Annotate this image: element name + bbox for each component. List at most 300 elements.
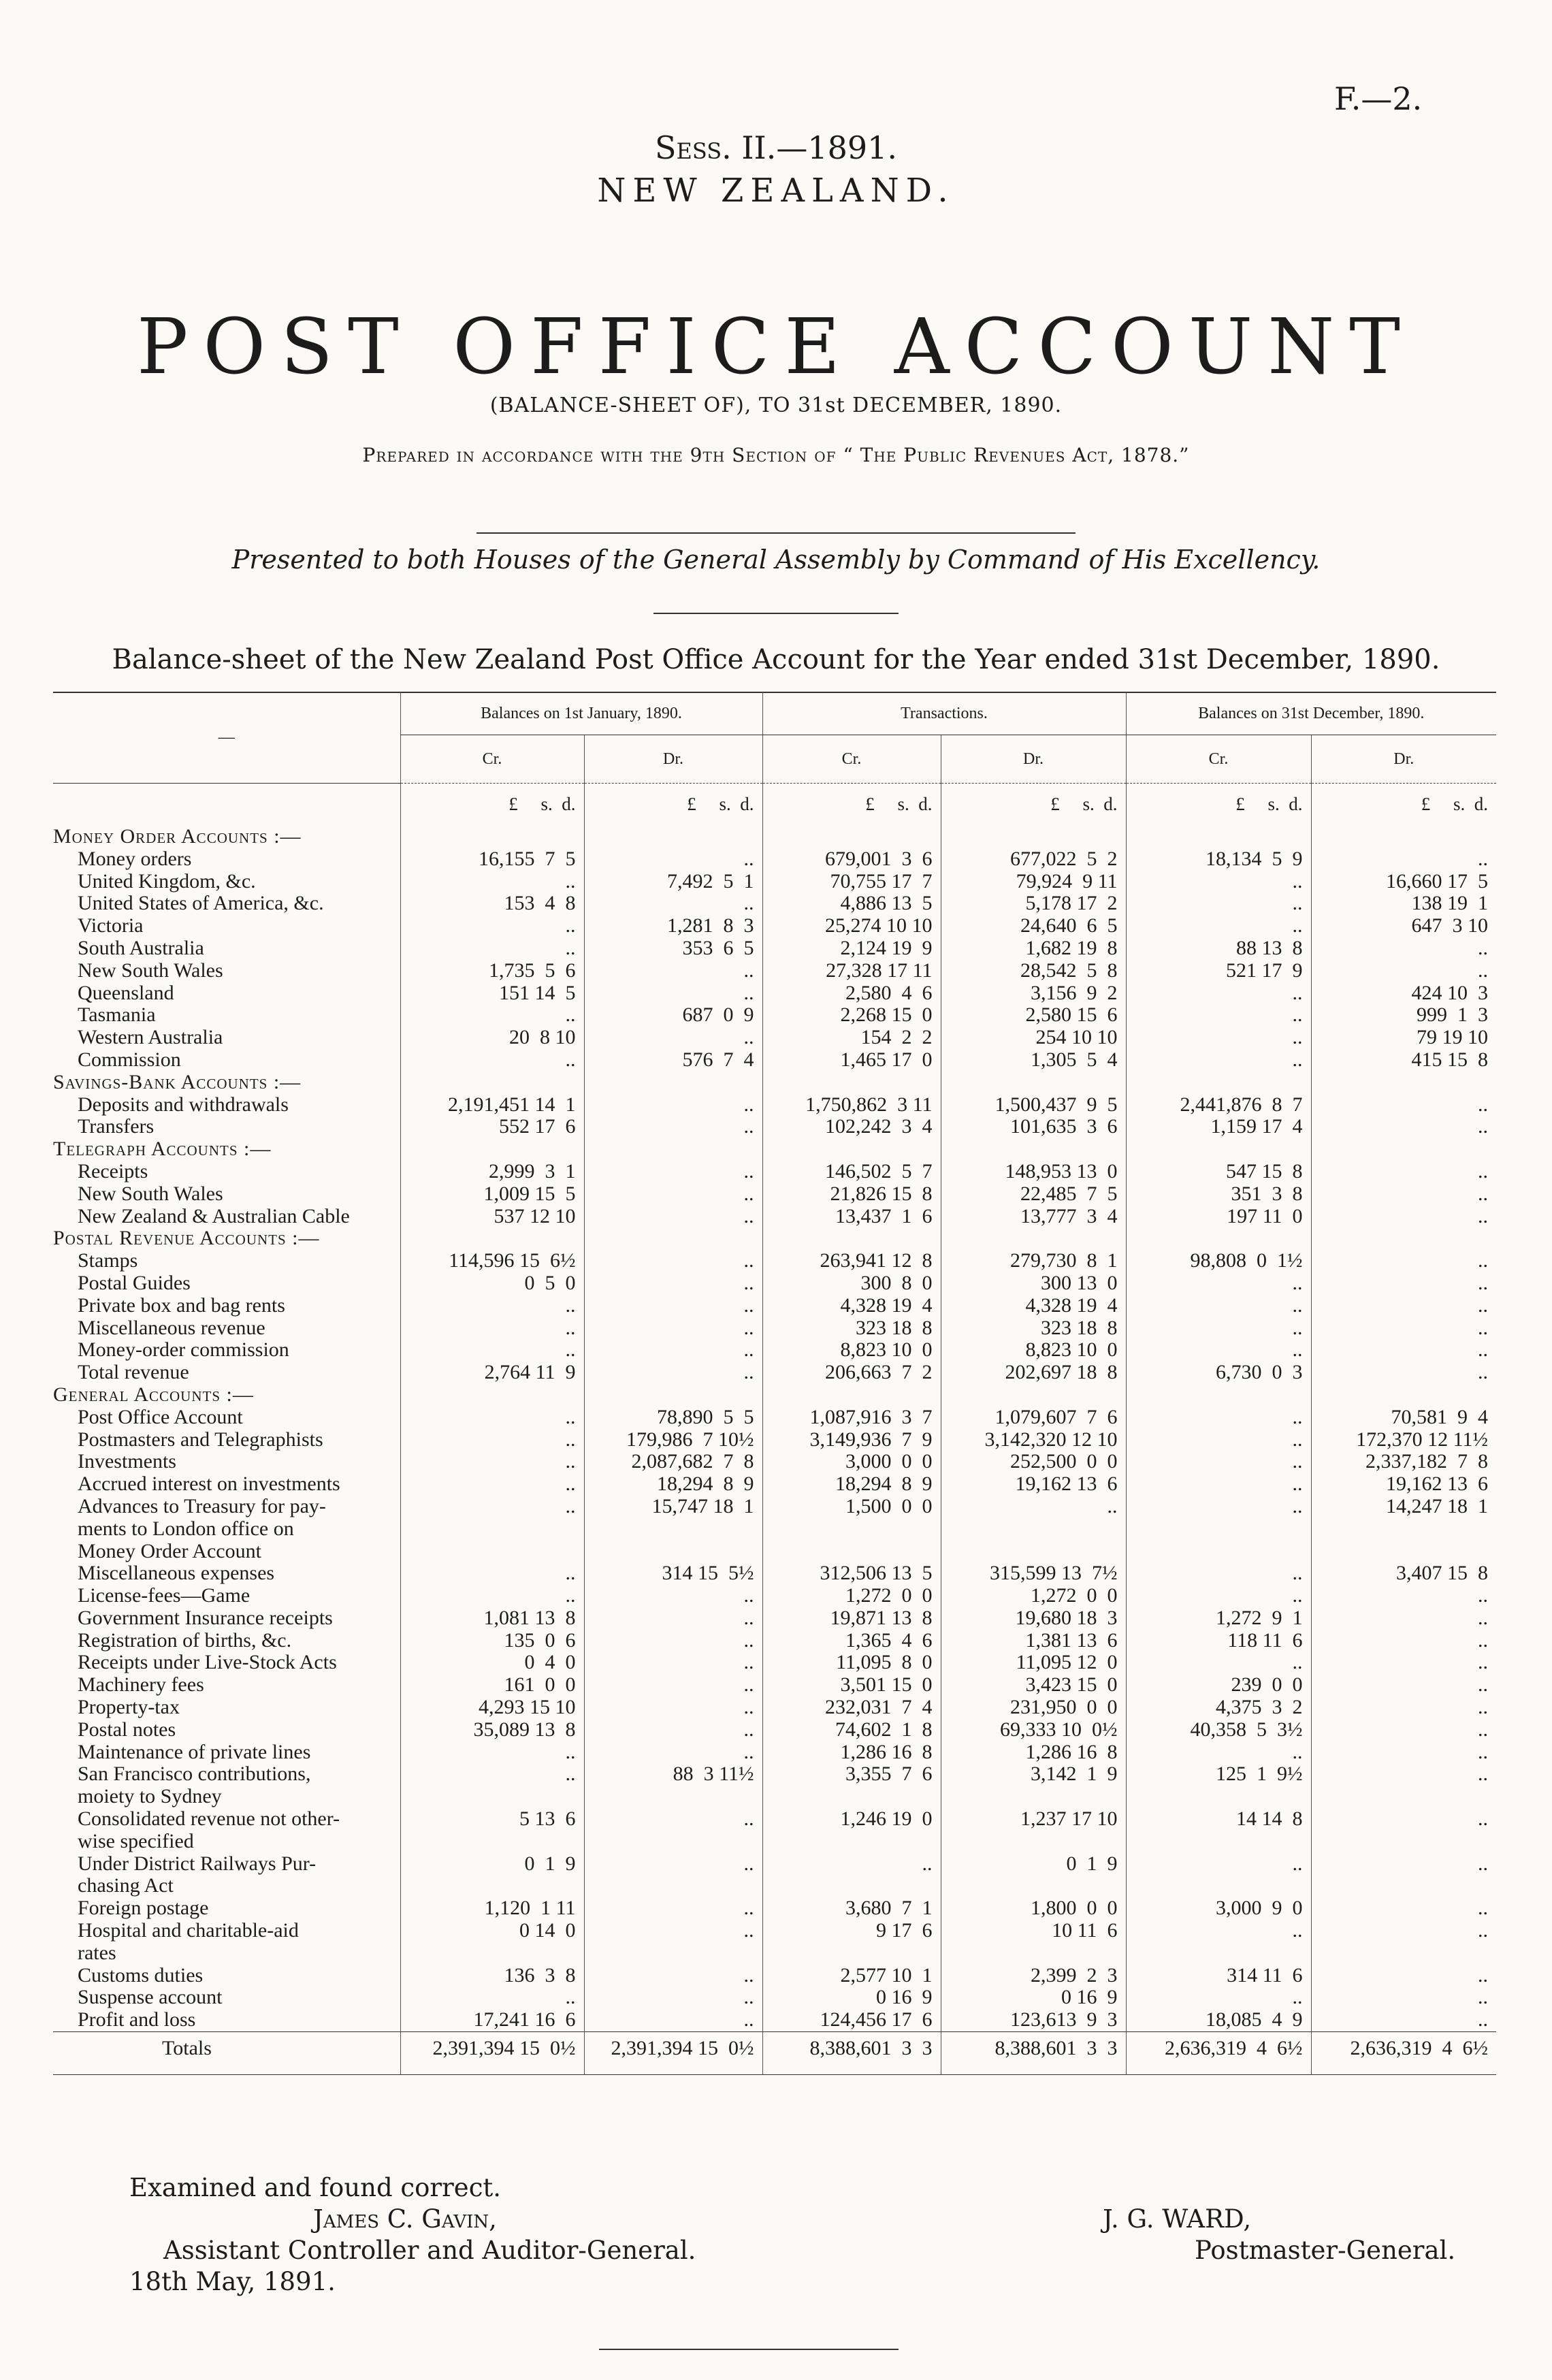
amount-cell: 4,886 13 5 [762,892,941,915]
amount-cell: 6,730 0 3 [1126,1362,1311,1384]
amount-cell: 28,542 5 8 [941,960,1126,982]
amount-cell: 101,635 3 6 [941,1116,1126,1138]
amount-cell: 300 8 0 [762,1272,941,1295]
amount-cell: .. [1126,1496,1311,1518]
amount-cell: .. [1311,1362,1496,1384]
amount-cell: .. [1126,1272,1311,1295]
amount-cell: 14,247 18 1 [1311,1496,1496,1518]
amount-cell [1126,1875,1311,1897]
amount-cell: 2,577 10 1 [762,1965,941,1987]
table-row [53,1965,1496,1987]
amount-cell: .. [1311,1652,1496,1674]
amount-cell [400,1072,584,1094]
amount-cell: .. [584,1116,762,1138]
amount-cell: 5 13 6 [400,1808,584,1831]
account-label: Tasmania [78,1004,156,1027]
amount-cell: 521 17 9 [1126,960,1311,982]
total-amount-cell: 8,388,601 3 3 [941,2032,1126,2075]
table-row [53,1562,1496,1585]
amount-cell: 202,697 18 8 [941,1362,1126,1384]
table-row [53,1652,1496,1674]
postmaster-name: J. G. WARD, [1103,2204,1252,2234]
section-header-row [53,1138,1496,1161]
doc-code: F.—2. [1334,80,1423,117]
table-row [53,960,1496,982]
amount-cell: .. [1311,1183,1496,1206]
account-label: Under District Railways Pur- [78,1852,317,1875]
amount-cell: 647 3 10 [1311,915,1496,937]
total-amount-cell: 2,391,394 15 0½ [400,2032,584,2075]
account-label: San Francisco contributions, [78,1763,311,1786]
amount-cell: .. [584,982,762,1005]
amount-cell: 279,730 8 1 [941,1250,1126,1272]
amount-cell: 1,081 13 8 [400,1607,584,1630]
amount-cell: .. [584,1206,762,1228]
amount-cell [941,1227,1126,1250]
amount-cell: .. [1126,1406,1311,1429]
amount-cell [584,1541,762,1563]
amount-cell: 1,120 1 11 [400,1897,584,1920]
amount-cell [941,1072,1126,1094]
amount-cell: .. [584,892,762,915]
amount-cell: 424 10 3 [1311,982,1496,1005]
amount-cell: 21,826 15 8 [762,1183,941,1206]
table-row [53,1295,1496,1317]
table-row [53,1987,1496,2009]
amount-cell: .. [1311,1763,1496,1786]
table-row [53,937,1496,960]
amount-cell [941,1384,1126,1406]
amount-cell: 153 4 8 [400,892,584,915]
section-label: Money Order Accounts :— [53,826,302,848]
amount-cell: .. [1311,1339,1496,1362]
amount-cell: 5,178 17 2 [941,892,1126,915]
currency-unit: £ s. d. [1126,784,1311,826]
amount-cell: .. [1311,1161,1496,1183]
amount-cell: .. [1311,1674,1496,1696]
amount-cell: 102,242 3 4 [762,1116,941,1138]
amount-cell: .. [1126,982,1311,1005]
table-row [53,1696,1496,1719]
amount-cell: .. [584,1920,762,1942]
amount-cell [400,1942,584,1965]
amount-cell: 231,950 0 0 [941,1696,1126,1719]
amount-cell [584,1138,762,1161]
amount-cell: .. [584,1808,762,1831]
amount-cell: .. [584,1183,762,1206]
table-row [53,1272,1496,1295]
amount-cell: .. [584,2009,762,2031]
amount-cell [1126,1072,1311,1094]
amount-cell: .. [1311,1206,1496,1228]
amount-cell [1311,1831,1496,1853]
table-row [53,1451,1496,1473]
account-label: Miscellaneous expenses [78,1562,275,1585]
account-label: wise specified [78,1830,194,1852]
amount-cell [941,1541,1126,1563]
amount-cell: .. [1311,1897,1496,1920]
transactions-header: Transactions. [762,692,1126,735]
amount-cell: 415 15 8 [1311,1049,1496,1072]
amount-cell: .. [584,1987,762,2009]
amount-cell [1126,1541,1311,1563]
amount-cell [584,1875,762,1897]
table-row [53,1429,1496,1451]
amount-cell: 1,272 0 0 [941,1585,1126,1607]
amount-cell: 70,755 17 7 [762,871,941,893]
amount-cell: .. [1311,1696,1496,1719]
account-label: License-fees—Game [78,1585,250,1607]
amount-cell: 1,682 19 8 [941,937,1126,960]
amount-cell: 1,272 9 1 [1126,1607,1311,1630]
amount-cell: .. [584,1250,762,1272]
amount-cell: .. [584,1339,762,1362]
amount-cell: 79,924 9 11 [941,871,1126,893]
amount-cell: 2,337,182 7 8 [1311,1451,1496,1473]
amount-cell: .. [1311,1808,1496,1831]
amount-cell [941,1786,1126,1808]
account-label: Postal notes [78,1718,176,1741]
amount-cell [400,826,584,848]
amount-cell: .. [584,1161,762,1183]
amount-cell [941,1518,1126,1541]
divider [653,613,899,614]
amount-cell: 19,162 13 6 [941,1473,1126,1496]
amount-cell: 3,423 15 0 [941,1674,1126,1696]
amount-cell [400,1541,584,1563]
table-row [53,1942,1496,1965]
balance-sheet-table [53,692,1496,2075]
amount-cell [1126,1831,1311,1853]
amount-cell: 1,305 5 4 [941,1049,1126,1072]
amount-cell: 1,500 0 0 [762,1496,941,1518]
amount-cell: 1,087,916 3 7 [762,1406,941,1429]
amount-cell: .. [400,915,584,937]
table-row [53,1853,1496,1876]
amount-cell [762,1786,941,1808]
account-label: Consolidated revenue not other- [78,1808,340,1831]
amount-cell: 18,134 5 9 [1126,848,1311,871]
account-label: chasing Act [78,1875,174,1897]
amount-cell: 252,500 0 0 [941,1451,1126,1473]
amount-cell: 2,580 4 6 [762,982,941,1005]
opening-balances-header: Balances on 1st January, 1890. [400,692,762,735]
amount-cell [1311,1786,1496,1808]
amount-cell [941,1942,1126,1965]
amount-cell: .. [1311,960,1496,982]
amount-cell: 351 3 8 [1126,1183,1311,1206]
account-label: Commission [78,1048,181,1071]
account-label: Transfers [78,1116,155,1138]
amount-cell [941,1138,1126,1161]
amount-cell: .. [584,1741,762,1764]
amount-cell: 263,941 12 8 [762,1250,941,1272]
amount-cell: 3,355 7 6 [762,1763,941,1786]
amount-cell: 2,999 3 1 [400,1161,584,1183]
account-label: Suspense account [78,1987,223,2009]
amount-cell [762,1227,941,1250]
amount-cell: 151 14 5 [400,982,584,1005]
account-label: Investments [78,1451,176,1473]
country-line: NEW ZEALAND. [597,172,955,210]
amount-cell: 18,294 8 9 [584,1473,762,1496]
table-row [53,1607,1496,1630]
amount-cell: .. [400,937,584,960]
account-label: Victoria [78,915,144,937]
amount-cell: 7,492 5 1 [584,871,762,893]
amount-cell [762,1541,941,1563]
amount-cell [1126,1227,1311,1250]
amount-cell: .. [1311,1920,1496,1942]
total-amount-cell: 2,636,319 4 6½ [1311,2032,1496,2075]
amount-cell: .. [1126,915,1311,937]
amount-cell: 40,358 5 3½ [1126,1719,1311,1741]
signature-date: 18th May, 1891. [129,2267,336,2296]
amount-cell: 1,237 17 10 [941,1808,1126,1831]
amount-cell: 70,581 9 4 [1311,1406,1496,1429]
col-header-dr: Dr. [584,735,762,784]
amount-cell: 69,333 10 0½ [941,1719,1126,1741]
amount-cell: 0 1 9 [400,1853,584,1876]
amount-cell: 3,501 15 0 [762,1674,941,1696]
account-label: Registration of births, &c. [78,1629,292,1652]
amount-cell: 3,142,320 12 10 [941,1429,1126,1451]
amount-cell: 547 15 8 [1126,1161,1311,1183]
amount-cell: .. [1126,1652,1311,1674]
amount-cell: 3,142 1 9 [941,1763,1126,1786]
account-label: Deposits and withdrawals [78,1093,289,1116]
amount-cell: .. [1311,1272,1496,1295]
account-label: Advances to Treasury for pay- [78,1495,326,1517]
section-label: General Accounts :— [53,1383,254,1406]
amount-cell: .. [584,1965,762,1987]
amount-cell: 3,000 0 0 [762,1451,941,1473]
amount-cell: 13,777 3 4 [941,1206,1126,1228]
amount-cell [762,1138,941,1161]
amount-cell: .. [1126,1473,1311,1496]
amount-cell: .. [1126,1920,1311,1942]
totals-row [53,2032,1496,2075]
table-row [53,1897,1496,1920]
amount-cell [584,1942,762,1965]
amount-cell: .. [584,1585,762,1607]
amount-cell: .. [1126,1429,1311,1451]
amount-cell: 4,293 15 10 [400,1696,584,1719]
account-label: New Zealand & Australian Cable [78,1205,350,1227]
amount-cell: .. [1311,1094,1496,1116]
account-label: United Kingdom, &c. [78,870,256,892]
amount-cell: 1,465 17 0 [762,1049,941,1072]
amount-cell: 179,986 7 10½ [584,1429,762,1451]
amount-cell: .. [584,960,762,982]
section-label: Postal Revenue Accounts :— [53,1227,320,1250]
amount-cell: 2,124 19 9 [762,937,941,960]
amount-cell: .. [584,848,762,871]
amount-cell: .. [1126,1853,1311,1876]
amount-cell: 2,580 15 6 [941,1004,1126,1027]
account-label: Queensland [78,982,174,1004]
amount-cell: .. [584,1853,762,1876]
amount-cell: .. [400,871,584,893]
total-amount-cell: 2,636,319 4 6½ [1126,2032,1311,2075]
amount-cell: .. [1126,892,1311,915]
amount-cell: 3,000 9 0 [1126,1897,1311,1920]
account-label: Receipts [78,1160,148,1183]
amount-cell: 123,613 9 3 [941,2009,1126,2031]
amount-cell [941,1831,1126,1853]
section-header-row [53,1072,1496,1094]
amount-cell: .. [400,1339,584,1362]
amount-cell: 999 1 3 [1311,1004,1496,1027]
amount-cell: 3,407 15 8 [1311,1562,1496,1585]
table-row [53,1496,1496,1518]
amount-cell [1126,1786,1311,1808]
amount-cell: 146,502 5 7 [762,1161,941,1183]
table-row [53,1808,1496,1831]
amount-cell [1311,826,1496,848]
table-row [53,1206,1496,1228]
amount-cell: 537 12 10 [400,1206,584,1228]
amount-cell [400,1227,584,1250]
amount-cell: 16,660 17 5 [1311,871,1496,893]
amount-cell: 27,328 17 11 [762,960,941,982]
session-line: Sess. II.—1891. [654,129,898,166]
amount-cell: 2,441,876 8 7 [1126,1094,1311,1116]
amount-cell: 74,602 1 8 [762,1719,941,1741]
amount-cell: 0 16 9 [762,1987,941,2009]
account-label: Western Australia [78,1027,223,1049]
account-label: Stamps [78,1250,138,1272]
amount-cell [1126,1138,1311,1161]
amount-cell: .. [1311,1630,1496,1652]
amount-cell [584,1786,762,1808]
table-row [53,1763,1496,1786]
amount-cell: .. [1126,1562,1311,1585]
amount-cell: 136 3 8 [400,1965,584,1987]
amount-cell: .. [1311,1719,1496,1741]
amount-cell: 254 10 10 [941,1027,1126,1049]
table-row [53,1161,1496,1183]
amount-cell: 687 0 9 [584,1004,762,1027]
amount-cell: 17,241 16 6 [400,2009,584,2031]
amount-cell: .. [1311,1250,1496,1272]
amount-cell [1126,826,1311,848]
amount-cell: 9 17 6 [762,1920,941,1942]
presented-line: Presented to both Houses of the General Assembly by Command of His Excellency. [231,545,1321,575]
amount-cell: .. [400,1496,584,1518]
amount-cell: 1,800 0 0 [941,1897,1126,1920]
table-row [53,1049,1496,1072]
amount-cell: 148,953 13 0 [941,1161,1126,1183]
amount-cell: 0 4 0 [400,1652,584,1674]
total-amount-cell: 2,391,394 15 0½ [584,2032,762,2075]
amount-cell [584,1384,762,1406]
prepared-line: Prepared in accordance with the 9th Section of “ The Public Revenues Act, 1878.” [362,444,1190,466]
table-row [53,2009,1496,2031]
col-header-dr: Dr. [941,735,1126,784]
account-label: Customs duties [78,1964,204,1987]
amount-cell [762,1942,941,1965]
amount-cell [400,1518,584,1541]
sheet-title: Balance-sheet of the New Zealand Post Office Account for the Year ended 31st December, 1890. [112,644,1440,675]
amount-cell [1311,1072,1496,1094]
amount-cell: 78,890 5 5 [584,1406,762,1429]
account-label: Postmasters and Telegraphists [78,1428,323,1451]
amount-cell: .. [1311,1741,1496,1764]
amount-cell: 19,871 13 8 [762,1607,941,1630]
bottom-divider [599,2349,899,2350]
amount-cell: 18,294 8 9 [762,1473,941,1496]
amount-cell: 197 11 0 [1126,1206,1311,1228]
amount-cell: .. [584,1630,762,1652]
amount-cell [1311,1227,1496,1250]
account-label: Total revenue [78,1362,189,1384]
amount-cell: .. [400,1987,584,2009]
amount-cell: .. [400,1429,584,1451]
amount-cell [762,1875,941,1897]
amount-cell: 98,808 0 1½ [1126,1250,1311,1272]
amount-cell [400,1384,584,1406]
amount-cell: .. [1311,1317,1496,1340]
amount-cell: .. [400,1585,584,1607]
account-label: South Australia [78,937,204,959]
amount-cell: 172,370 12 11½ [1311,1429,1496,1451]
amount-cell: 11,095 12 0 [941,1652,1126,1674]
account-label: Government Insurance receipts [78,1607,333,1629]
amount-cell: .. [400,1451,584,1473]
amount-cell [762,1518,941,1541]
account-label: Machinery fees [78,1674,204,1696]
amount-cell [1311,1942,1496,1965]
amount-cell: 314 15 5½ [584,1562,762,1585]
amount-cell: 1,750,862 3 11 [762,1094,941,1116]
amount-cell: 2,268 15 0 [762,1004,941,1027]
postmaster-title: Postmaster-General. [1195,2236,1456,2265]
table-row [53,1541,1496,1563]
amount-cell: .. [400,1317,584,1340]
amount-cell: 4,375 3 2 [1126,1696,1311,1719]
currency-unit: £ s. d. [941,784,1126,826]
account-label: Private box and bag rents [78,1294,285,1317]
auditor-title: Assistant Controller and Auditor-General. [163,2236,696,2265]
account-label: Profit and loss [78,2009,196,2031]
amount-cell [584,1227,762,1250]
amount-cell: .. [1126,1987,1311,2009]
account-label: United States of America, &c. [78,892,324,915]
amount-cell: 10 11 6 [941,1920,1126,1942]
table-row [53,871,1496,893]
amount-cell: .. [400,1004,584,1027]
amount-cell: .. [1311,848,1496,871]
amount-cell: 552 17 6 [400,1116,584,1138]
table-row [53,1027,1496,1049]
col-header-cr: Cr. [762,735,941,784]
currency-unit: £ s. d. [584,784,762,826]
amount-cell: .. [762,1853,941,1876]
amount-cell [400,1786,584,1808]
label-column-header: — [53,692,400,784]
amount-cell [1311,1541,1496,1563]
auditor-name: James C. Gavin, [313,2204,497,2234]
amount-cell [584,1072,762,1094]
amount-cell: .. [584,1719,762,1741]
amount-cell: 4,328 19 4 [762,1295,941,1317]
account-label: ments to London office on [78,1517,294,1540]
amount-cell [584,826,762,848]
amount-cell: .. [584,1272,762,1295]
table-row [53,1875,1496,1897]
account-label: Receipts under Live-Stock Acts [78,1652,337,1674]
